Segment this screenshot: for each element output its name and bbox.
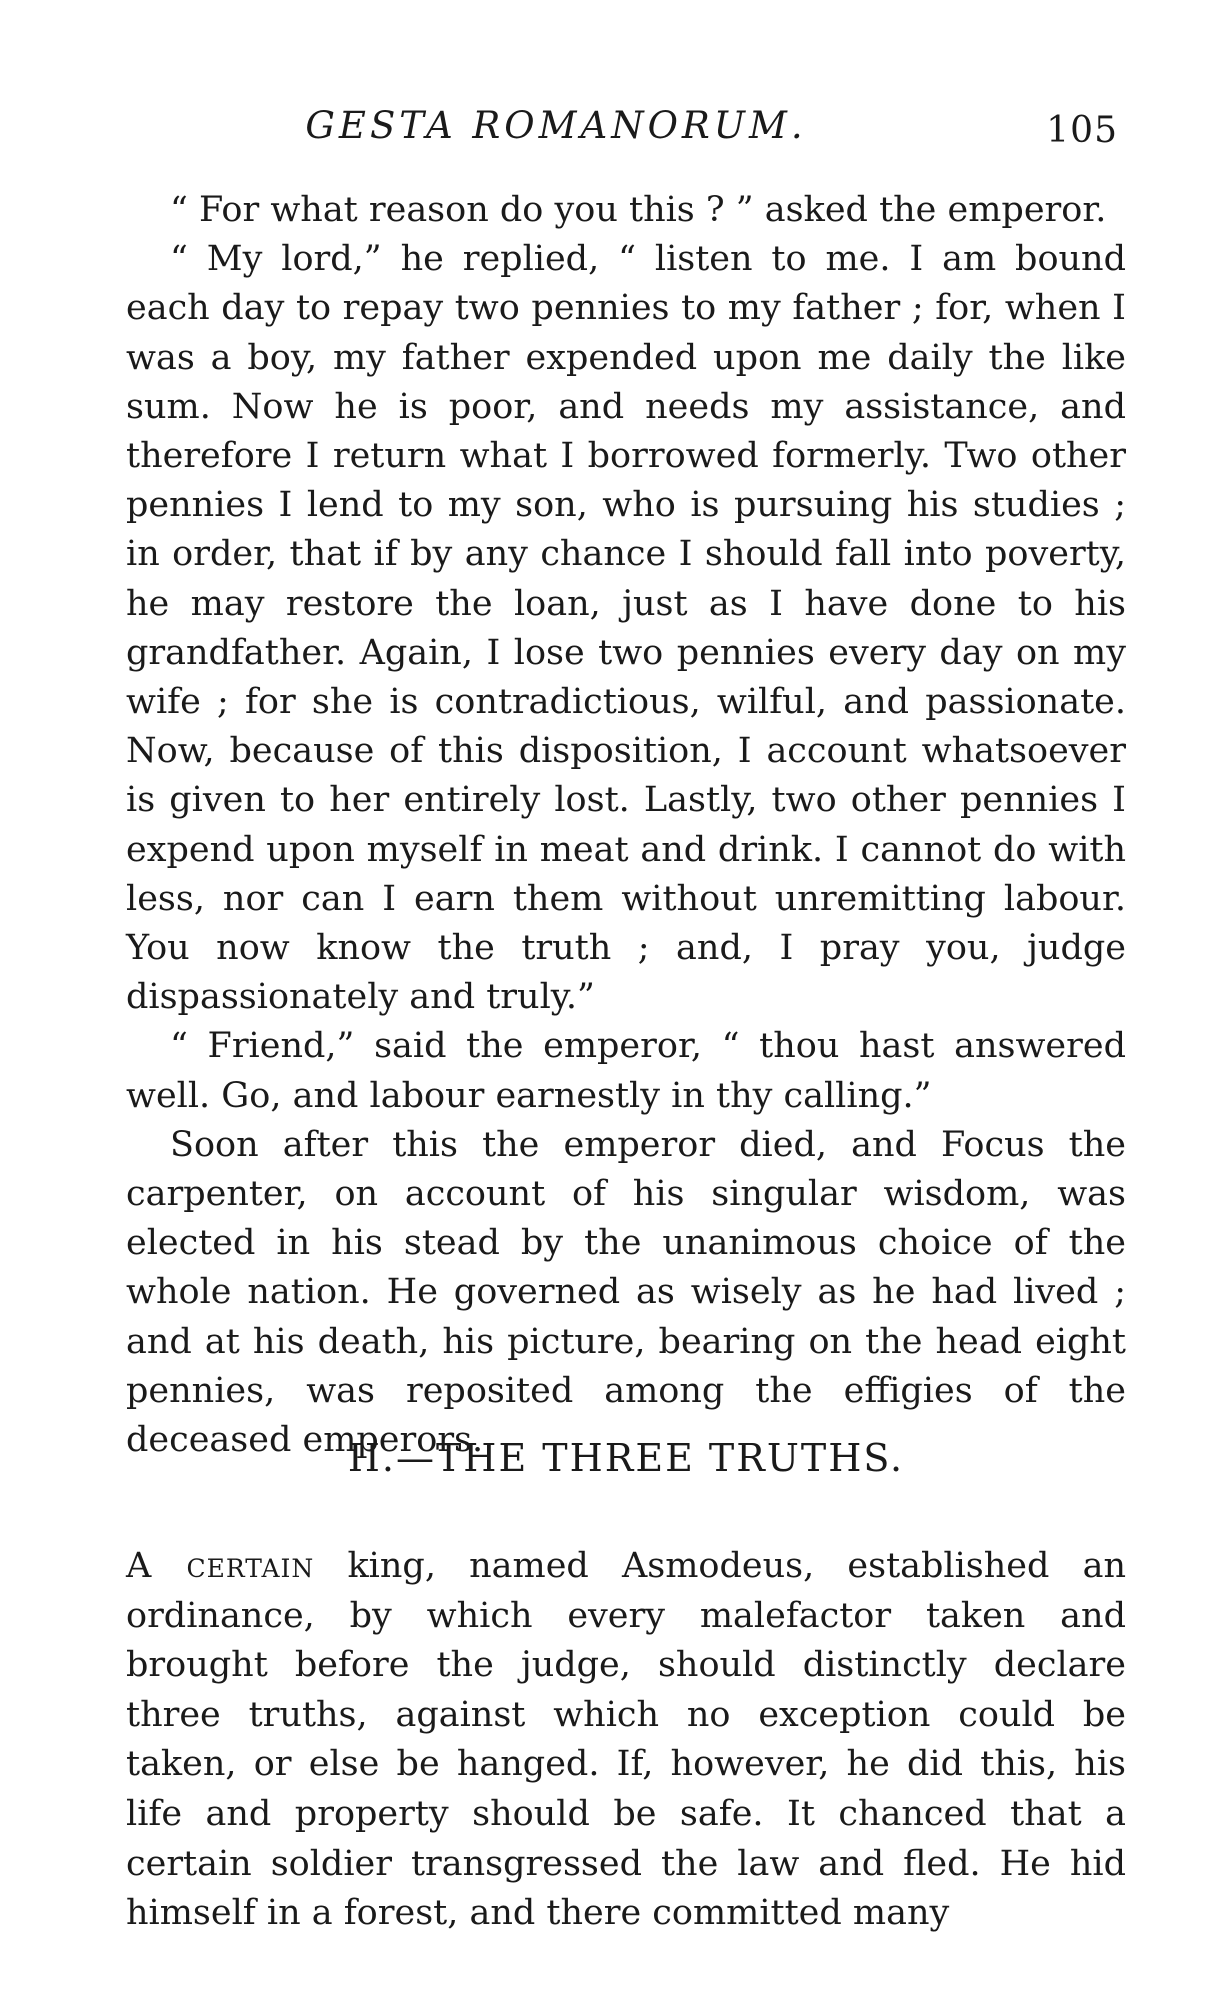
running-head: [126, 104, 1126, 154]
paragraph-carpenter-reply: “ My lord,” he replied, “ listen to me. I am bound each day to repay two pennies to my father ; for, when I was a boy, my father expended upon me daily the like sum. Now he is poor, and needs my assistance, and therefore I return what I borrowed formerly. Two other pennies I lend to my son, who is pursuing his studies ; in order, that if by any chance I should fall into poverty, he may restore the loan, just as I have done to his grandfather. Again, I lose two pennies every day on my wife ; for she is contradictious, wilful, and passionate. Now, because of this disposition, I account whatsoever is given to her entirely lost. Lastly, two other pennies I expend upon myself in meat and drink. I cannot do with less, nor can I earn them without unremitting labour. You now know the truth ; and, I pray you, judge dispassionately and truly.”: [126, 239, 1126, 1018]
running-title: GESTA ROMANORUM.: [305, 104, 807, 147]
paragraph-emperor-question: “ For what reason do you this ? ” asked the emperor.: [170, 190, 1107, 230]
section-text: [126, 1542, 1126, 1939]
first-paragraph-text: king, named Asmodeus, established an ordinance, by which every malefactor taken and brought before the judge, should distinctly declare three truths, against which no exception could be taken, or else be hanged. If, however, he did this, his life and property should be safe. It chanced that a certain soldier transgressed the law and fled. He hid himself in a forest, and there committed many: [126, 1546, 1126, 1934]
paragraph-conclusion: Soon after this the emperor died, and Focus the carpenter, on account of his singular wisdom, was elected in his stead by the unanimous choice of the whole nation. He governed as wisely as he had lived ; and at his death, his picture, bearing on the head eight pennies, was reposited among the effigies of the deceased emperors.: [126, 1124, 1126, 1461]
page-number: 105: [1046, 110, 1118, 151]
section-heading: II.—THE THREE TRUTHS.: [347, 1436, 905, 1480]
opening-words: A certain: [126, 1546, 315, 1586]
story-text: [126, 186, 1126, 1465]
paragraph-emperor-answer: “ Friend,” said the emperor, “ thou hast answered well. Go, and labour earnestly in thy calling.”: [126, 1026, 1126, 1116]
section-first-paragraph: [126, 1542, 1126, 1939]
